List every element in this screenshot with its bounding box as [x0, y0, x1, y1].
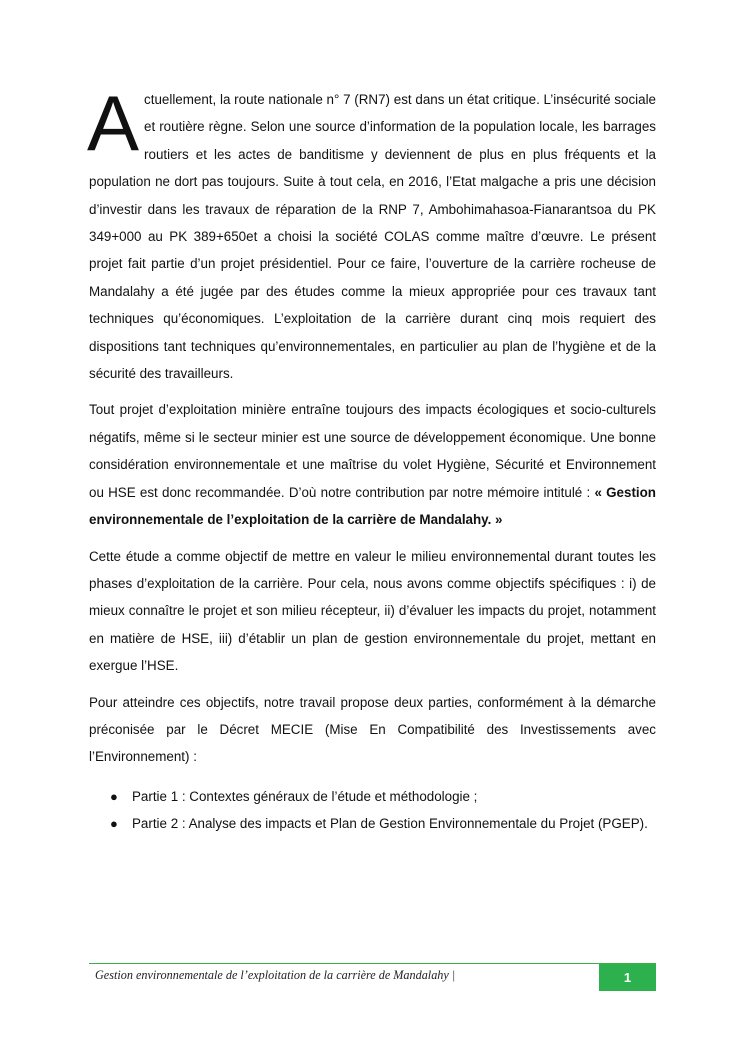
list-item — [110, 810, 656, 837]
part-1-text: Partie 1 : Contextes généraux de l’étude et méthodologie ; — [132, 788, 478, 804]
document-body — [87, 79, 656, 837]
objectives-paragraph: Cette étude a comme objectif de mettre en valeur le milieu environnemental durant toutes les phases d’exploitation de la carrière. Pour cela, nous avons comme objectifs spécifiques : i) de mieux connaître le projet et son milieu récepteur, ii) d’évaluer les impacts du projet, notamment en matière de HSE, iii) d’établir un plan de gestion environnementale du projet, mettant en exergue l’HSE. — [89, 548, 656, 674]
list-item — [110, 783, 656, 810]
structure-paragraph: Pour atteindre ces objectifs, notre travail propose deux parties, conformément à la démarche préconisée par le Décret MECIE (Mise En Compatibilité des Investissements avec l’Environnement) : — [89, 694, 656, 765]
intro-text: ctuellement, la route nationale n° 7 (RN7) est dans un état critique. L’insécurité sociale et routière règne. Selon une source d’information de la population locale, les barrages routiers et les actes de banditisme y deviennent de plus en plus fréquents et la population ne dort pas toujours. Suite à tout cela, en 2016, l’Etat malgache a pris une décision d’investir dans les travaux de réparation de la RNP 7, Ambohimahasoa-Fianarantsoa du PK 349+000 au PK 389+650et a choisi la société COLAS comme maître d’œuvre. Le présent projet fait partie d’un projet présidentiel. Pour ce faire, l’ouverture de la carrière rocheuse de Mandalahy a été jugée par des études comme la mieux appropriée pour ces travaux tant techniques qu’économiques. L’exploitation de la carrière durant cinq mois requiert des dispositions tant techniques qu’environnementales, en particulier au plan de l’hygiène et de la sécurité des travailleurs. — [89, 92, 656, 382]
part-2-text: Partie 2 : Analyse des impacts et Plan de Gestion Environnementale du Projet (PGEP). — [132, 815, 648, 831]
second-paragraph-text: Tout projet d’exploitation minière entraîne toujours des impacts écologiques et socio-culturels négatifs, même si le secteur minier est une source de développement économique. Une bonne considération environnementale et une maîtrise du volet Hygiène, Sécurité et Environnement ou HSE est donc recommandée. D’où notre contribution par notre mémoire intitulé : — [89, 402, 656, 500]
page-number-badge: 1 — [599, 964, 656, 991]
bullet-icon: ● — [110, 788, 118, 804]
parts-list — [89, 783, 656, 837]
second-paragraph — [89, 396, 656, 533]
bullet-icon: ● — [110, 815, 118, 831]
footer-divider — [89, 963, 656, 964]
drop-cap-letter: A — [87, 79, 140, 167]
thesis-title: « Gestion environnementale de l’exploitation de la carrière de Mandalahy. » — [89, 484, 656, 528]
intro-paragraph — [87, 79, 656, 387]
footer-title: Gestion environnementale de l’exploitation de la carrière de Mandalahy | — [95, 968, 456, 982]
